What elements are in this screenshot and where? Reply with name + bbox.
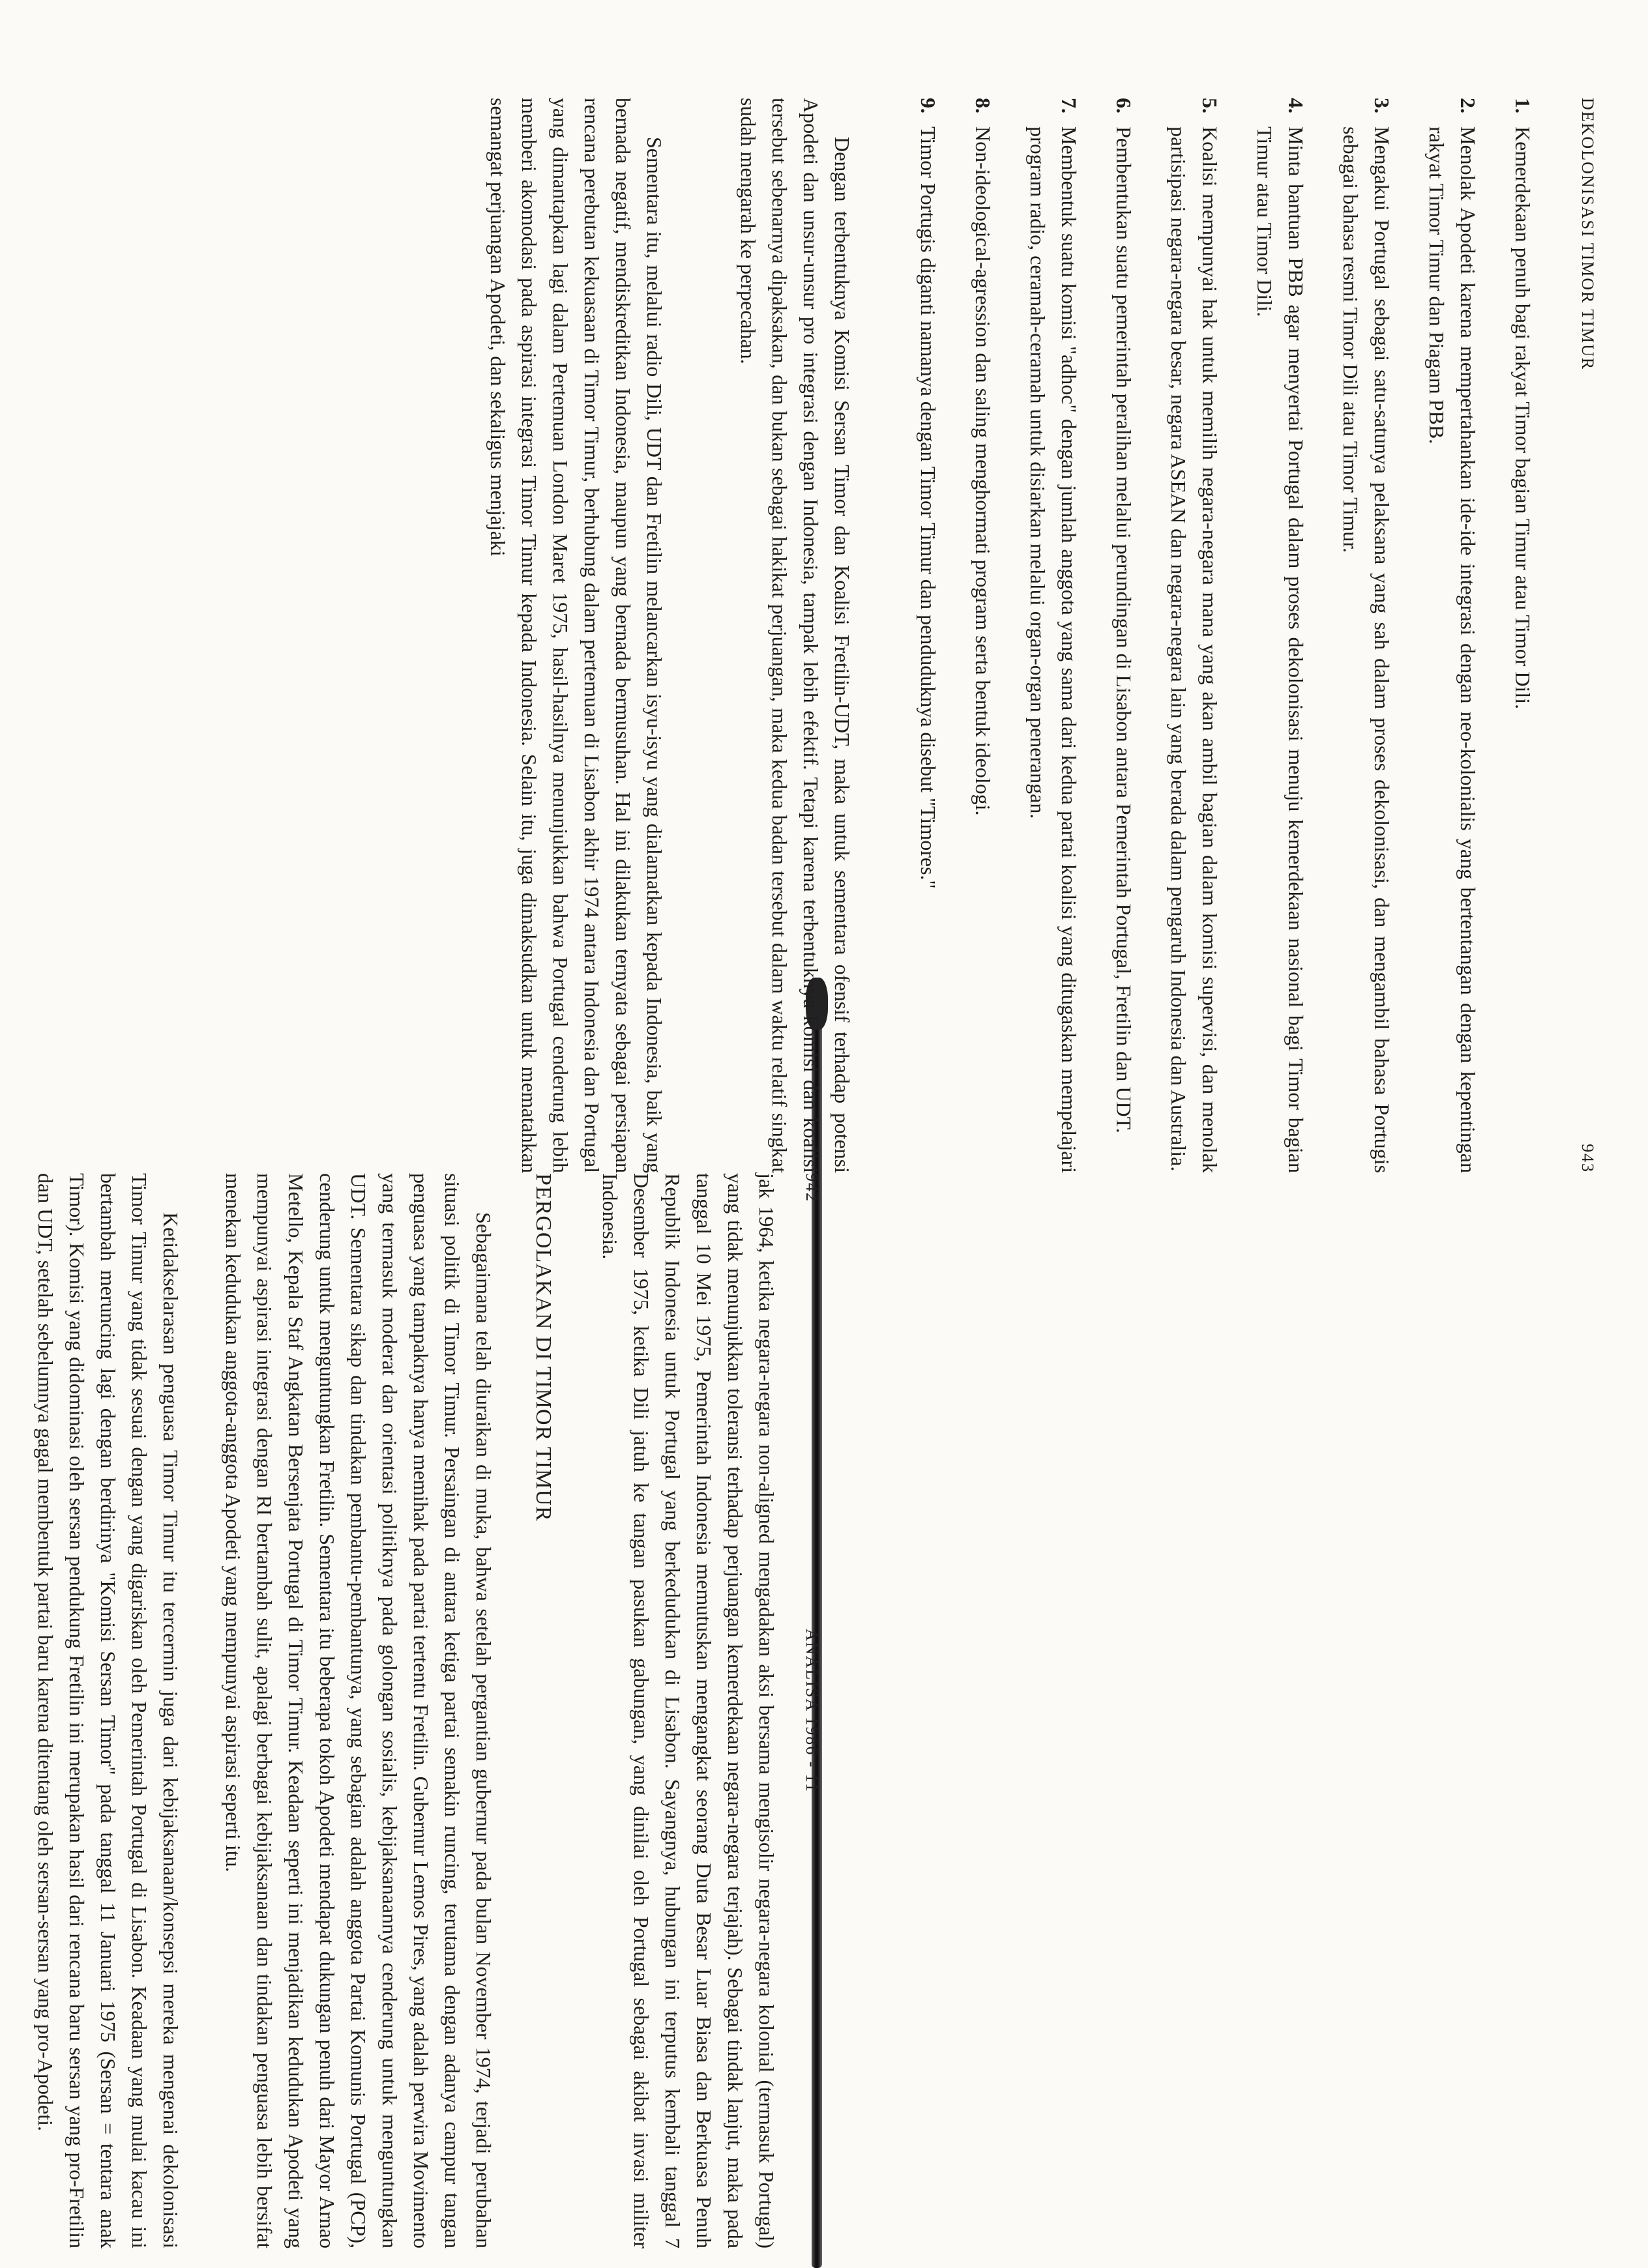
item-number: 8. xyxy=(971,98,995,113)
intro-paragraph: jak 1964, ketika negara-negara non-aligned mengadakan aksi bersama mengisolir negara-negara kolonial (termasuk Portugal) yang tidak menunjukkan toleransi terhadap perjuangan kemerdekaan negara-negara terjajah). Sebagai tindak lanjut, maka pada tanggal 10 Mei 1975, Pemerintah Indonesia memutuskan mengangkat seorang Duta Besar Luar Biasa dan Berkuasa Penuh Republik Indonesia untuk Portugal yang berkedudukan di Lisabon. Sayangnya, hubungan ini terputus kembali tanggal 7 Desember 1975, ketika Dili jatuh ke tangan pasukan gabungan, yang dinilai oleh Portugal sebagai akibat invasi militer Indonesia. xyxy=(598,1173,778,2248)
item-text: Pembentukan suatu pemerintah peralihan melalui perundingan di Lisabon antara Pemerintah Portugal, Fretilin dan UDT. xyxy=(1112,126,1136,1133)
item-number: 7. xyxy=(1057,98,1081,113)
body-paragraph: Sebagaimana telah diuraikan di muka, bahwa setelah pergantian gubernur pada bulan November 1974, terjadi perubahan situasi politik di Timor Timur. Persaingan di antara ketiga partai semakin runcing, terutama dengan adanya campur tangan penguasa yang tampaknya hanya memihak pada partai tertentu Fretilin. Gubernur Lemos Pires, yang adalah perwira Movimento yang termasuk moderat dan orientasi politiknya pada golongan sosialis, kebijaksanaannya cenderung untuk menguntungkan UDT. Sementara sikap dan tindakan pembantu-pembantunya, yang sebagian adalah anggota Partai Komunis Portugal (PCP), cenderung untuk menguntungkan Fretilin. Sementara itu beberapa tokoh Apodeti mendapat dukungan penuh dari Mayor Arnao Metello, Kepala Staf Angkatan Bersenjata Portugal di Timor Timur. Keadaan seperti ini menjadikan kedudukan Apodeti yang mempunyai aspirasi integrasi dengan RI bertambah sulit, apalagi berbagai kebijaksanaan dan tindakan penguasa lebih bersifat menekan kedudukan anggota-anggota Apodeti yang mempunyai aspirasi seperti itu. xyxy=(222,1173,495,2248)
item-text: Timor Portugis diganti namanya dengan Timor Timur dan penduduknya disebut "Timores." xyxy=(917,126,940,889)
left-page xyxy=(0,1173,821,2248)
item-text: Minta bantuan PBB agar menyertai Portugal dalam proses dekolonisasi menuju kemerdekaan nasional bagi Timor bagian Timur atau Timor Dili. xyxy=(1253,126,1308,1173)
list-item xyxy=(1108,98,1140,1173)
item-text: Membentuk suatu komisi "adhoc" dengan jumlah anggota yang sama dari kedua partai koalisi yang ditugaskan mempelajari program radio, ceramah-ceramah untuk disiarkan melalui organ-organ penerangan. xyxy=(1026,126,1081,1173)
item-text: Mengakui Portugal sebagai satu-satunya pelaksana yang sah dalam proses dekolonisasi, dan mengambil bahasa Portugis sebagai bahasa resmi Timor Dili atau Timor Timur. xyxy=(1339,126,1394,1173)
right-page xyxy=(65,98,1597,1173)
item-number: 2. xyxy=(1456,98,1480,113)
list-item xyxy=(1507,98,1538,1173)
section-heading: PERGOLAKAN DI TIMOR TIMUR xyxy=(531,1173,555,1522)
item-number: 5. xyxy=(1198,98,1222,113)
page-number: 943 xyxy=(1578,1144,1597,1173)
list-item xyxy=(1022,98,1085,1173)
communique-points xyxy=(913,98,1538,1173)
item-text: Non-ideological-agression dan saling menghormati program serta bentuk ideologi. xyxy=(971,126,995,816)
right-running-head xyxy=(1558,98,1597,1173)
list-item xyxy=(1163,98,1226,1173)
running-section-title: DEKOLONISASI TIMOR TIMUR xyxy=(1578,98,1597,371)
item-text: Menolak Apodeti karena mempertahankan ide-ide integrasi dengan neo-kolonialis yang bertentangan dengan kepentingan rakyat Timor Timur dan Piagam PBB. xyxy=(1425,126,1480,1173)
page-number: 942 xyxy=(802,1173,821,1202)
item-number: 9. xyxy=(917,98,940,113)
left-running-head xyxy=(782,1173,821,2248)
item-number: 6. xyxy=(1112,98,1136,113)
item-number: 4. xyxy=(1284,98,1308,113)
list-item xyxy=(1421,98,1484,1173)
item-text: Kemerdekaan penuh bagi rakyat Timor bagian Timur atau Timor Dili. xyxy=(1511,126,1535,710)
journal-title: ANALISA 1986 - 11 xyxy=(802,1629,821,1793)
list-item xyxy=(1249,98,1312,1173)
item-number: 1. xyxy=(1511,98,1535,113)
item-text: Koalisi mempunyai hak untuk memilih negara-negara mana yang akan ambil bagian dalam komisi supervisi, dan menolak partisipasi negara-negara besar, negara ASEAN dan negara-negara lain yang berada dalam pengaruh Indonesia dan Australia. xyxy=(1167,126,1222,1173)
body-paragraph: Sementara itu, melalui radio Dili, UDT dan Fretilin melancarkan isyu-isyu yang dialamatkan kepada Indonesia, baik yang bernada negatif, mendiskreditkan Indonesia, maupun yang bernada bermusuhan. Hal ini dilakukan ternyata sebagai persiapan rencana perebutan kekuasaan di Timor Timur, berhubung dalam pertemuan di Lisabon akhir 1974 antara Indonesia dan Portugal yang dimantapkan lagi dalam Pertemuan London Maret 1975, hasil-hasilnya menunjukkan bahwa Portugal cenderung lebih memberi akomodasi pada aspirasi integrasi Timor Timur kepada Indonesia. Selain itu, juga dimaksudkan untuk mematahkan semangat perjuangan Apodeti, dan sekaligus menjajaki xyxy=(486,98,666,1173)
list-item xyxy=(1335,98,1398,1173)
body-paragraph: Ketidakselarasan penguasa Timor Timur itu tercermin juga dari kebijaksanaan/konsepsi mereka mengenai dekolonisasi Timor Timur yang tidak sesuai dengan yang digariskan oleh Pemerintah Portugal di Lisabon. Keadaan yang mulai kacau ini bertambah meruncing lagi dengan berdirinya "Komisi Sersan Timor" pada tanggal 11 Januari 1975 (Sersan = tentara anak Timor). Komisi yang didominasi oleh sersan pendukung Fretilin ini merupakan hasil dari rencana baru sersan yang pro-Fretilin dan UDT, setelah sebelumnya gagal membentuk partai baru karena ditentang oleh sersan-sersan yang pro-Apodeti. xyxy=(34,1173,183,2248)
list-item xyxy=(913,98,944,1173)
list-item xyxy=(967,98,999,1173)
item-number: 3. xyxy=(1370,98,1394,113)
body-paragraph: Dengan terbentuknya Komisi Sersan Timor dan Koalisi Fretilin-UDT, maka untuk sementara ofensif terhadap potensi Apodeti dan unsur-unsur pro integrasi dengan Indonesia, tampak lebih efektif. Tetapi karena terbentuknya komisi dan koalisi tersebut sebenarnya dipaksakan, dan bukan sebagai hakikat perjuangan, maka kedua badan tersebut dalam waktu relatif singkat sudah mengarah ke perpecahan. xyxy=(737,98,854,1173)
